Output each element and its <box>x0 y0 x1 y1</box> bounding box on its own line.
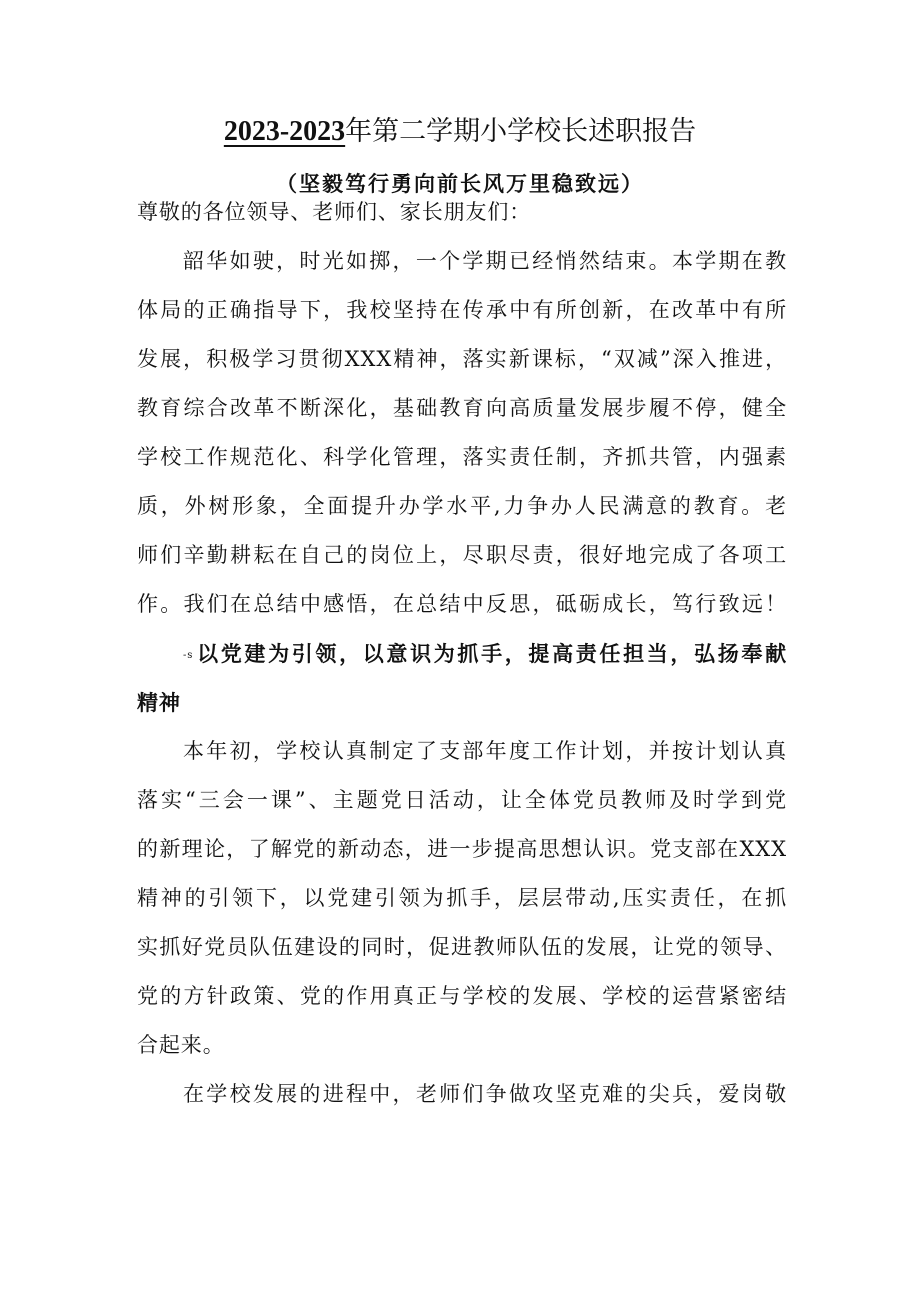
paragraph-line: 发展，积极学习贯彻XXX精神，落实新课标，“双减”深入推进， <box>137 347 787 371</box>
section-heading <box>137 629 787 678</box>
paragraph-line: 在学校发展的进程中，老师们争做攻坚克难的尖兵，爱岗敬 <box>183 1082 787 1106</box>
document-subtitle: （坚毅笃行勇向前长风万里稳致远） <box>276 171 644 196</box>
title-text: 年第二学期小学校长述职报告 <box>345 116 697 147</box>
paragraph-line: 体局的正确指导下，我校坚持在传承中有所创新，在改革中有所 <box>137 298 787 322</box>
paragraph-line: 党的方针政策、党的作用真正与学校的发展、学校的运营紧密结 <box>137 984 787 1008</box>
paragraph-line: 精神的引领下，以党建引领为抓手，层层带动,压实责任，在抓 <box>137 886 787 910</box>
document-title <box>0 110 920 154</box>
document-body <box>137 188 787 1119</box>
paragraph-line: 质，外树形象，全面提升办学水平,力争办人民满意的教育。老 <box>137 494 787 518</box>
paragraph-line: 韶华如驶，时光如掷，一个学期已经悄然结束。本学期在教 <box>183 249 787 273</box>
section-marker: -s <box>183 650 194 661</box>
paragraph-line: 作。我们在总结中感悟，在总结中反思，砥砺成长，笃行致远！ <box>137 592 787 616</box>
salutation: 尊敬的各位领导、老师们、家长朋友们： <box>137 200 532 224</box>
paragraph-line: 师们辛勤耕耘在自己的岗位上，尽职尽责，很好地完成了各项工 <box>137 543 787 567</box>
title-year: 2023-2023 <box>223 116 346 147</box>
paragraph-line: 学校工作规范化、科学化管理，落实责任制，齐抓共管，内强素 <box>137 445 787 469</box>
paragraph-line: 的新理论，了解党的新动态，进一步提高思想认识。党支部在XXX <box>137 837 787 861</box>
paragraph-line: 教育综合改革不断深化，基础教育向高质量发展步履不停，健全 <box>137 396 787 420</box>
section-heading-continued: 精神 <box>137 690 181 715</box>
paragraph-line: 实抓好党员队伍建设的同时，促进教师队伍的发展，让党的领导、 <box>137 935 787 959</box>
section-heading-text: 以党建为引领，以意识为抓手，提高责任担当，弘扬奉献 <box>195 641 787 666</box>
paragraph-line: 合起来。 <box>137 1033 225 1057</box>
paragraph-line: 落实“三会一课”、主题党日活动，让全体党员教师及时学到党 <box>137 788 787 812</box>
paragraph-line: 本年初，学校认真制定了支部年度工作计划，并按计划认真 <box>183 739 787 763</box>
